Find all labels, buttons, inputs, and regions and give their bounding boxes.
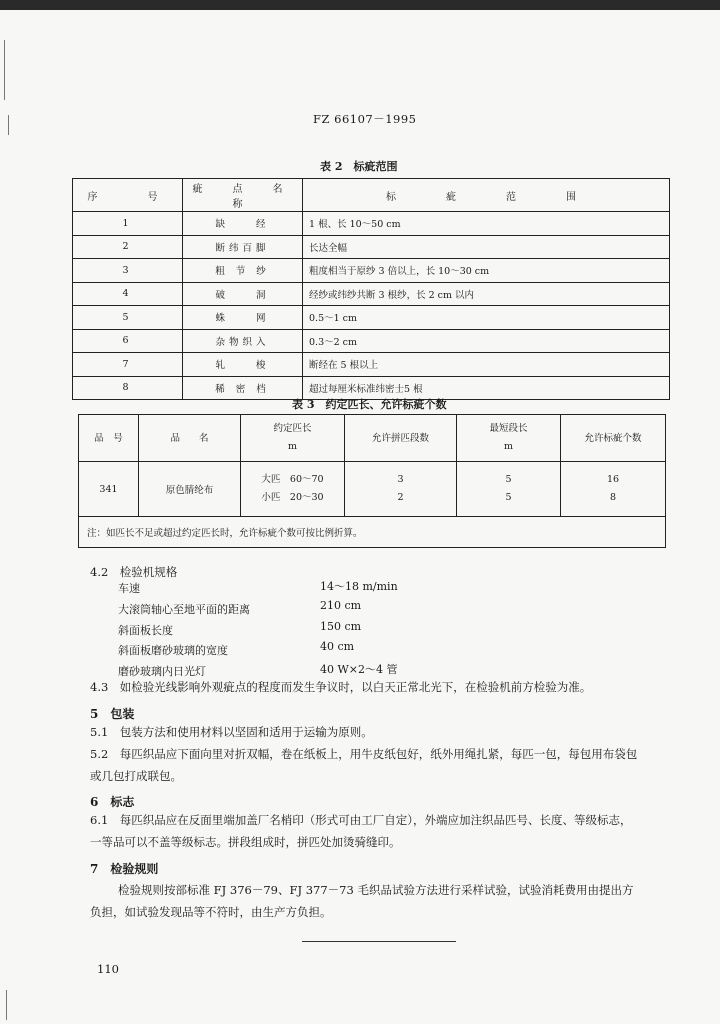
- small-defects: 8: [609, 492, 617, 503]
- cell-defect-name: 破 洞: [183, 282, 303, 306]
- spec-value: 40 cm: [320, 640, 355, 653]
- large-min-segment: 5: [505, 474, 512, 485]
- column-header-unit: m: [503, 441, 513, 452]
- section-7-text-cont: 负担，如试验发现品等不符时，由生产方负担。: [90, 905, 332, 919]
- cell-no: 6: [73, 329, 183, 353]
- section-4-2-heading: 4.2 检验机规格: [90, 565, 178, 579]
- table-row: [73, 259, 670, 283]
- cell-range: 0.5～1 cm: [303, 306, 670, 330]
- large-defects: 16: [606, 474, 620, 485]
- section-6-heading: 6 标志: [90, 795, 135, 809]
- column-header: 允许拼匹段数: [345, 415, 457, 462]
- spec-label: 磨砂玻璃内日光灯: [118, 665, 206, 678]
- cell-no: 8: [73, 376, 183, 400]
- column-header: [457, 415, 561, 462]
- section-7-heading: 7 检验规则: [90, 862, 159, 876]
- small-pieces: 2: [397, 492, 404, 503]
- scan-top-edge: [0, 0, 720, 10]
- cell-product-name: 原色腈纶布: [139, 462, 241, 517]
- cell-defect-name: 粗 节 纱: [183, 259, 303, 283]
- cell-defect-name: 轧 梭: [183, 353, 303, 377]
- scan-left-mark: [6, 990, 7, 1020]
- column-header: 标 疵 范 围: [303, 179, 670, 212]
- cell-defect-name: 缺 经: [183, 212, 303, 236]
- column-header: 允许标疵个数: [561, 415, 666, 462]
- spec-label: 斜面板磨砂玻璃的宽度: [118, 644, 228, 657]
- table-row: [73, 235, 670, 259]
- cell-range: 超过每厘米标准纬密士5 根: [303, 376, 670, 400]
- cell-no: 2: [73, 235, 183, 259]
- spec-value: 14～18 m/min: [320, 580, 398, 593]
- small-min-segment: 5: [505, 492, 512, 503]
- column-header: [241, 415, 345, 462]
- page-number: 110: [97, 962, 119, 976]
- table-row: [73, 282, 670, 306]
- cell-no: 1: [73, 212, 183, 236]
- cell-range: 0.3～2 cm: [303, 329, 670, 353]
- section-6-1-text: 6.1 每匹织品应在反面里端加盖厂名梢印（形式可由工厂自定），外端应加注织品匹号、长度、等级标志，: [90, 813, 632, 827]
- cell-allowed-pieces: [345, 462, 457, 517]
- cell-defect-name: 断纬百脚: [183, 235, 303, 259]
- table-row: [79, 462, 666, 517]
- column-header: 品 名: [139, 415, 241, 462]
- end-rule: [302, 941, 456, 942]
- cell-no: 3: [73, 259, 183, 283]
- section-5-heading: 5 包装: [90, 707, 135, 721]
- cell-range: 经纱或纬纱共断 3 根纱，长 2 cm 以内: [303, 282, 670, 306]
- section-4-3-text: 4.3 如检验光线影响外观疵点的程度而发生争议时，以白天正常北光下，在检验机前方检验为准。: [90, 680, 592, 694]
- cell-range: 断经在 5 根以上: [303, 353, 670, 377]
- table-header-row: [73, 179, 670, 212]
- table-header-row: [79, 415, 666, 462]
- table2-caption: 表 2 标疵范围: [320, 160, 398, 173]
- scan-left-mark: [8, 115, 9, 135]
- spec-label: 车速: [118, 582, 140, 595]
- column-header-text: 最短段长: [489, 423, 528, 434]
- section-5-2-text-cont: 或几包打成联包。: [90, 769, 182, 783]
- cell-range: 粗度相当于原纱 3 倍以上，长 10～30 cm: [303, 259, 670, 283]
- column-header-text: 约定匹长: [273, 423, 312, 434]
- table-note-row: [79, 517, 666, 548]
- table-note: 注：如匹长不足或超过约定匹长时，允许标疵个数可按比例折算。: [79, 517, 666, 548]
- cell-defect-name: 蛛 网: [183, 306, 303, 330]
- section-5-2-text: 5.2 每匹织品应下面向里对折双幅，卷在纸板上，用牛皮纸包好，纸外用绳扎紧，每匹一包，每包用布袋包: [90, 747, 638, 761]
- section-6-1-text-cont: 一等品可以不盖等级标志。拼段组成时，拼匹处加烫骑缝印。: [90, 835, 401, 849]
- cell-no: 7: [73, 353, 183, 377]
- cell-defect-name: 稀 密 档: [183, 376, 303, 400]
- column-header: 序 号: [73, 179, 183, 212]
- spec-label: 斜面板长度: [118, 624, 173, 637]
- small-length: 小匹 20～30: [261, 492, 324, 503]
- spec-value: 40 W×2～4 管: [320, 663, 398, 676]
- cell-product-no: 341: [79, 462, 139, 517]
- section-5-1-text: 5.1 包装方法和使用材料以坚固和适用于运输为原则。: [90, 725, 373, 739]
- table-row: [73, 306, 670, 330]
- cell-defect-name: 杂物织入: [183, 329, 303, 353]
- table-row: [73, 329, 670, 353]
- cell-allowed-defects: [561, 462, 666, 517]
- scan-left-mark: [4, 40, 5, 100]
- table3-caption: 表 3 约定匹长、允许标疵个数: [292, 398, 447, 411]
- spec-value: 210 cm: [320, 599, 362, 612]
- spec-label: 大滚筒轴心至地平面的距离: [118, 603, 250, 616]
- cell-agreed-length: [241, 462, 345, 517]
- cell-range: 长达全幅: [303, 235, 670, 259]
- cell-min-segment: [457, 462, 561, 517]
- column-header-unit: m: [287, 441, 297, 452]
- standard-code-header: FZ 66107－1995: [313, 112, 417, 126]
- large-pieces: 3: [397, 474, 404, 485]
- cell-range: 1 根、长 10～50 cm: [303, 212, 670, 236]
- defect-range-table: [72, 178, 670, 400]
- column-header: 疵 点 名 称: [183, 179, 303, 212]
- column-header: 品 号: [79, 415, 139, 462]
- cell-no: 5: [73, 306, 183, 330]
- spec-value: 150 cm: [320, 620, 362, 633]
- table-row: [73, 353, 670, 377]
- section-7-text: 检验规则按部标准 FJ 376－79、FJ 377－73 毛织品试验方法进行采样试验，试验消耗费用由提出方: [118, 883, 634, 897]
- table-row: [73, 212, 670, 236]
- length-defect-table: [78, 414, 666, 548]
- cell-no: 4: [73, 282, 183, 306]
- large-length: 大匹 60～70: [261, 474, 324, 485]
